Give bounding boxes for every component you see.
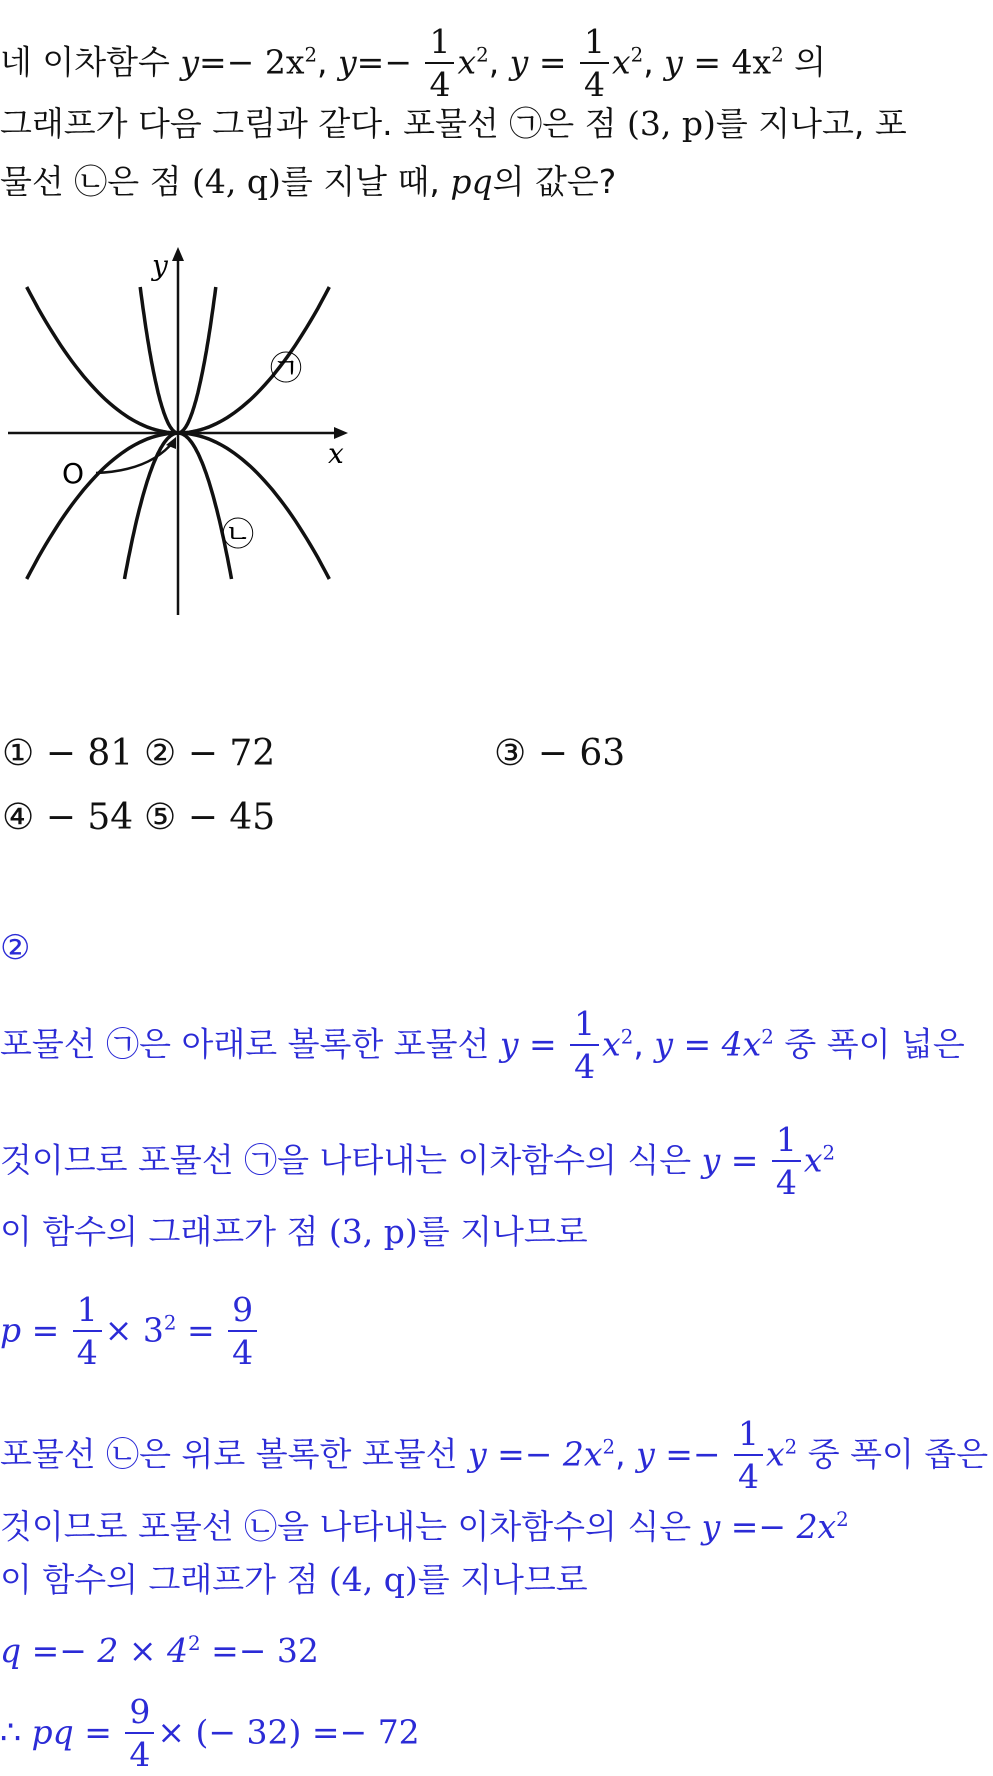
curve-mark-2: ㉡ xyxy=(106,1434,140,1474)
question-text: 의 xyxy=(783,42,827,82)
option-4[interactable] xyxy=(2,796,133,840)
option-number: ④ xyxy=(2,797,35,838)
option-number: ① xyxy=(2,733,35,774)
solution-text: 중 폭이 넓은 xyxy=(773,1024,965,1064)
solution-line-3 xyxy=(0,1212,588,1252)
math-var: y xyxy=(338,42,357,82)
fraction xyxy=(125,1692,154,1776)
question-line-1 xyxy=(0,22,826,106)
question-text: 네 이차함수 xyxy=(0,42,181,82)
math-expr: = 4x xyxy=(682,42,772,82)
solution-line-4 xyxy=(0,1290,260,1374)
math-exponent: 2 xyxy=(602,1435,616,1459)
fraction-denominator: 4 xyxy=(574,1047,596,1086)
question-text: 를 지나고, 포 xyxy=(715,104,907,143)
fraction xyxy=(772,1120,801,1204)
math-exponent: 2 xyxy=(620,1025,634,1049)
math-expr: q =− 2 × 4 xyxy=(0,1631,189,1670)
curve-mark-1: ㉠ xyxy=(244,1140,278,1180)
fraction-numerator: 1 xyxy=(772,1120,801,1162)
solution-text: 중 폭이 좁은 xyxy=(797,1434,989,1474)
point-coord: (4, q) xyxy=(192,162,281,201)
math-var: x xyxy=(611,42,631,82)
math-exponent: 2 xyxy=(836,1508,849,1531)
separator: , xyxy=(488,42,510,82)
curve-mark-2: ㉡ xyxy=(74,162,108,201)
solution-line-2 xyxy=(0,1120,835,1204)
solution-text: 은 위로 볼록한 포물선 xyxy=(139,1434,468,1474)
fraction-denominator: 4 xyxy=(738,1457,760,1496)
option-number: ③ xyxy=(494,733,527,774)
math-exponent: 2 xyxy=(822,1141,836,1165)
math-expr: y =− xyxy=(636,1434,732,1474)
math-expr: × (− 32) =− 72 xyxy=(157,1712,420,1752)
question-text: 은 점 xyxy=(107,162,192,201)
solution-text: 은 아래로 볼록한 포물선 xyxy=(139,1024,500,1064)
y-axis-label: y xyxy=(152,249,168,282)
option-value: − 45 xyxy=(187,797,276,838)
math-expr: =− 2x xyxy=(199,42,305,82)
math-exponent: 2 xyxy=(761,1025,774,1049)
solution-text: 를 지나므로 xyxy=(417,1560,588,1599)
fraction-denominator: 4 xyxy=(76,1333,98,1372)
math-var: pq xyxy=(450,162,493,201)
fraction-denominator: 4 xyxy=(583,65,605,104)
fraction-numerator: 1 xyxy=(570,1004,599,1046)
option-value: − 54 xyxy=(45,797,134,838)
question-text: 그래프가 다음 그림과 같다. 포물선 xyxy=(0,104,510,143)
math-exponent: 2 xyxy=(771,43,784,67)
fraction xyxy=(73,1290,102,1374)
math-var: x xyxy=(803,1140,823,1180)
question-text: 물선 xyxy=(0,162,75,201)
math-expr: = xyxy=(528,42,577,82)
math-var: x xyxy=(457,42,477,82)
solution-text: 을 나타내는 이차함수의 식은 xyxy=(277,1507,702,1546)
math-var: x xyxy=(766,1434,785,1474)
math-expr: y =− 2x xyxy=(468,1434,603,1474)
curve-mark-1: ㉠ xyxy=(106,1024,140,1064)
fraction-denominator: 4 xyxy=(129,1735,151,1774)
option-number: ② xyxy=(144,733,177,774)
solution-text: 것이므로 포물선 xyxy=(0,1507,245,1546)
solution-line-9 xyxy=(0,1692,420,1776)
separator: , xyxy=(633,1024,655,1064)
fraction xyxy=(425,22,454,106)
fraction xyxy=(570,1004,599,1088)
fraction-denominator: 4 xyxy=(775,1163,797,1202)
math-expr: y = xyxy=(701,1140,769,1180)
math-exponent: 2 xyxy=(188,1632,201,1655)
option-5[interactable] xyxy=(144,796,275,840)
math-var: y xyxy=(509,42,529,82)
option-number: ⑤ xyxy=(144,797,177,838)
solution-line-6 xyxy=(0,1500,849,1547)
fraction-numerator: 9 xyxy=(228,1290,257,1332)
separator: , xyxy=(615,1434,637,1474)
math-exponent: 2 xyxy=(784,1435,798,1459)
solution-text: 을 나타내는 이차함수의 식은 xyxy=(277,1140,702,1180)
fraction-numerator: 1 xyxy=(734,1414,763,1456)
y-axis-arrow-icon xyxy=(172,247,184,261)
math-var: x xyxy=(602,1024,621,1064)
point-coord: (3, p) xyxy=(328,1212,418,1251)
fraction-denominator: 4 xyxy=(429,65,451,104)
answer-line xyxy=(0,928,30,968)
math-expr: y = 4x xyxy=(654,1024,762,1064)
math-expr: pq = xyxy=(31,1712,123,1752)
origin-label: O xyxy=(62,457,85,490)
solution-text: 포물선 xyxy=(0,1024,107,1064)
solution-text: 포물선 xyxy=(0,1434,107,1474)
curve-label-1: ㉠ xyxy=(270,349,303,387)
math-expr: × 3 xyxy=(104,1310,164,1350)
therefore-symbol: ∴ xyxy=(0,1712,32,1752)
option-2[interactable] xyxy=(144,732,275,776)
answer-number: ② xyxy=(0,928,31,968)
option-value: − 63 xyxy=(537,733,626,774)
math-expr: =− xyxy=(356,42,423,82)
math-exponent: 2 xyxy=(476,43,489,67)
point-coord: (4, q) xyxy=(328,1560,418,1599)
separator: , xyxy=(317,42,339,82)
separator: , xyxy=(643,42,665,82)
option-value: − 72 xyxy=(187,733,276,774)
fraction-numerator: 1 xyxy=(73,1290,102,1332)
math-expr: =− 32 xyxy=(200,1631,319,1670)
fraction-numerator: 1 xyxy=(580,22,609,64)
solution-text: 를 지나므로 xyxy=(417,1212,588,1251)
curve-mark-1: ㉠ xyxy=(509,104,543,143)
curve-label-2: ㉡ xyxy=(222,515,255,553)
fraction-numerator: 1 xyxy=(425,22,454,64)
option-value: − 81 xyxy=(45,733,134,774)
solution-line-5 xyxy=(0,1414,988,1498)
fraction-denominator: 4 xyxy=(232,1333,254,1372)
math-exponent: 2 xyxy=(630,43,644,67)
math-expr: y =− 2x xyxy=(701,1507,837,1546)
point-coord: (3, p) xyxy=(626,104,716,143)
math-exponent: 2 xyxy=(304,43,318,67)
math-var: y xyxy=(664,42,683,82)
fraction xyxy=(580,22,609,106)
math-expr: y = xyxy=(499,1024,568,1064)
option-1[interactable] xyxy=(2,732,133,776)
solution-line-7 xyxy=(0,1560,588,1600)
question-text: 의 값은? xyxy=(492,162,617,201)
question-line-3 xyxy=(0,162,616,202)
x-axis-label: x xyxy=(328,437,344,470)
math-expr: = xyxy=(176,1310,226,1350)
solution-line-1 xyxy=(0,1004,965,1088)
question-text: 은 점 xyxy=(542,104,627,143)
solution-line-8 xyxy=(0,1624,319,1671)
option-3[interactable] xyxy=(494,732,625,776)
math-expr: p = xyxy=(0,1310,70,1350)
solution-text: 이 함수의 그래프가 점 xyxy=(0,1560,329,1599)
fraction xyxy=(734,1414,763,1498)
solution-text: 이 함수의 그래프가 점 xyxy=(0,1212,329,1251)
question-text: 를 지날 때, xyxy=(280,162,451,201)
solution-text: 것이므로 포물선 xyxy=(0,1140,245,1180)
math-exponent: 2 xyxy=(163,1311,177,1335)
question-line-2 xyxy=(0,104,907,144)
fraction-numerator: 9 xyxy=(125,1692,154,1734)
curve-mark-2: ㉡ xyxy=(244,1507,278,1546)
math-var: y xyxy=(180,42,200,82)
fraction xyxy=(228,1290,257,1374)
parabola-graph xyxy=(0,245,360,625)
